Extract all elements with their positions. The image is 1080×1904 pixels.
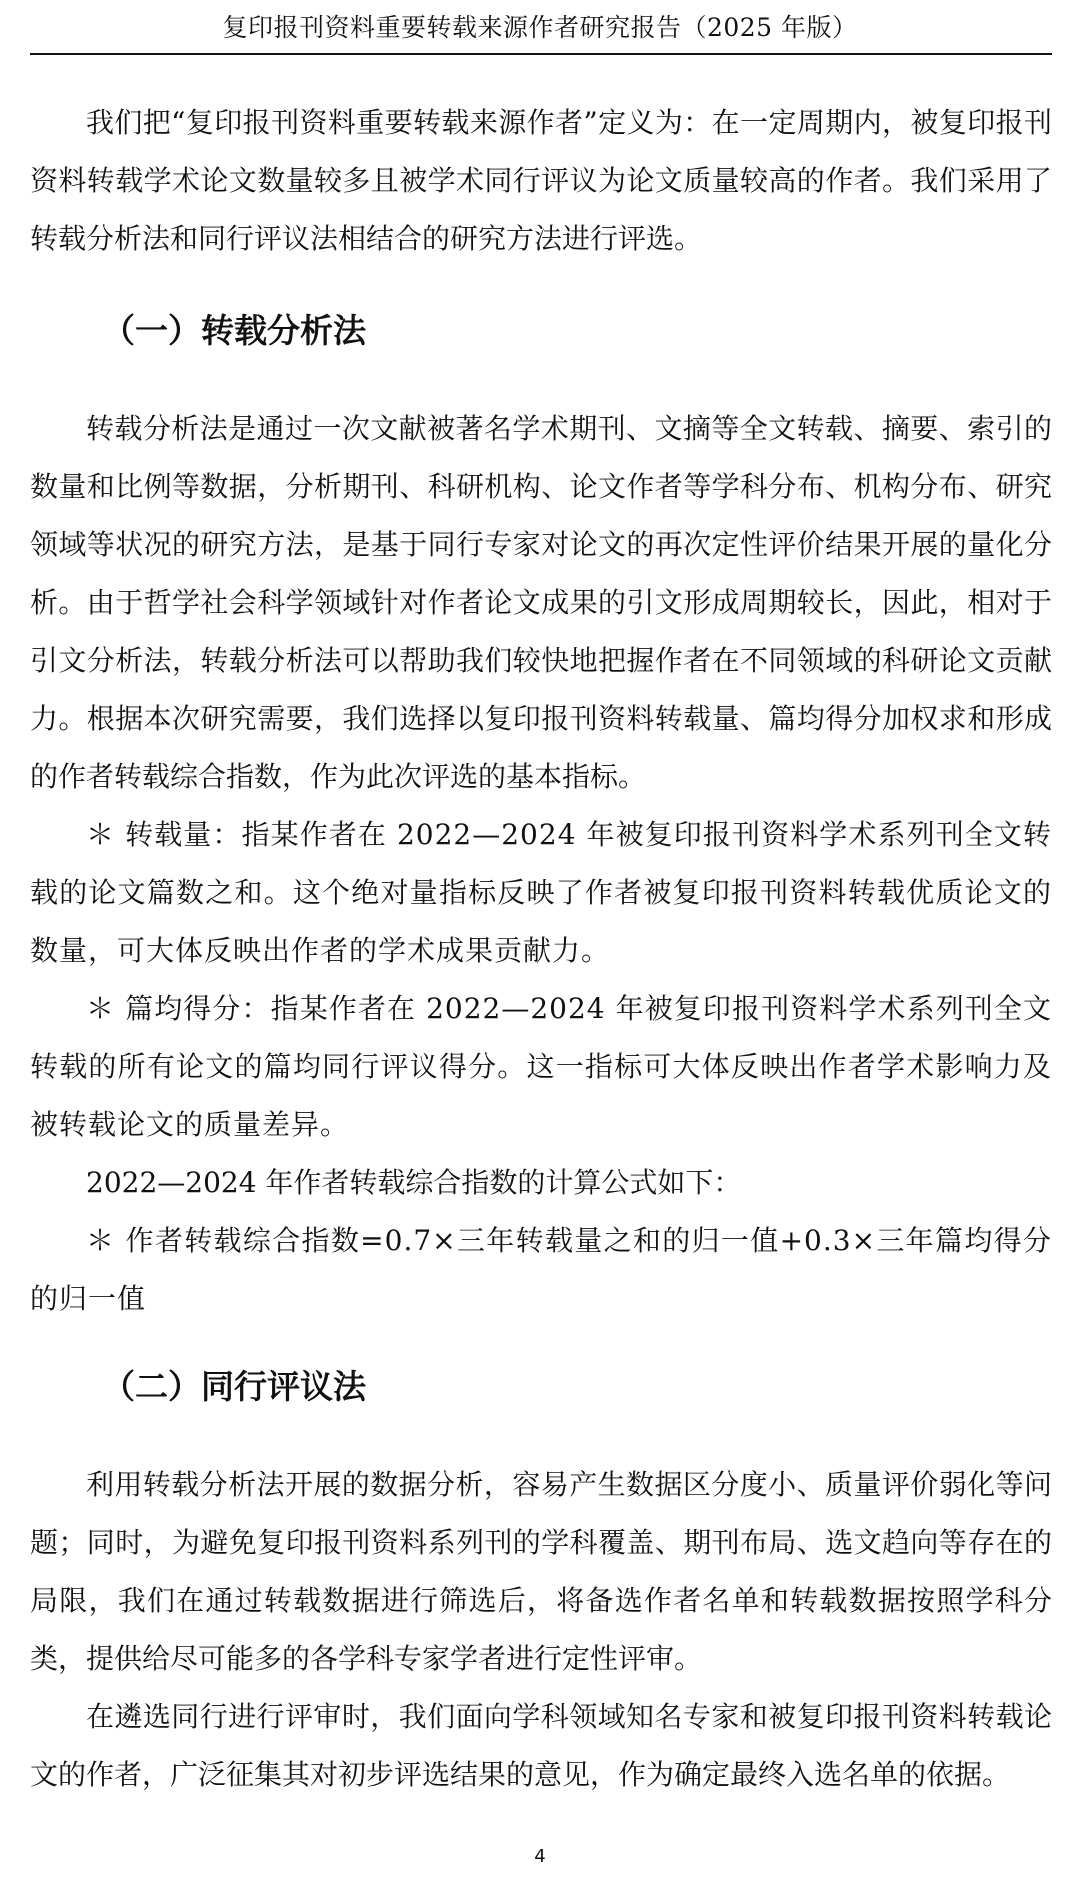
header-rule [30, 53, 1052, 55]
peer-review-paragraph-1: 利用转载分析法开展的数据分析，容易产生数据区分度小、质量评价弱化等问题；同时，为避免复印报刊资料系列刊的学科覆盖、期刊布局、选文趋向等存在的局限，我们在通过转载数据进行筛选后，将备选作者名单和转载数据按照学科分类，提供给尽可能多的各学科专家学者进行定性评审。 [30, 1468, 1052, 1675]
bullet-average-score: ＊ 篇均得分：指某作者在 2022—2024 年被复印报刊资料学术系列刊全文转载的所有论文的篇均同行评议得分。这一指标可大体反映出作者学术影响力及被转载论文的质量差异。 [30, 992, 1052, 1141]
page-number: 4 [534, 1846, 546, 1867]
peer-review-paragraph-2: 在遴选同行进行评审时，我们面向学科领域知名专家和被复印报刊资料转载论文的作者，广泛征集其对初步评选结果的意见，作为确定最终入选名单的依据。 [30, 1700, 1052, 1791]
bullet-reprint-count: ＊ 转载量：指某作者在 2022—2024 年被复印报刊资料学术系列刊全文转载的论文篇数之和。这个绝对量指标反映了作者被复印报刊资料转载优质论文的数量，可大体反映出作者的学术成果贡献力。 [30, 818, 1052, 967]
formula-text: ＊ 作者转载综合指数=0.7×三年转载量之和的归一值+0.3×三年篇均得分的归一值 [30, 1224, 1052, 1315]
section-heading-peer-review: （二）同行评议法 [102, 1367, 366, 1406]
section-heading-reprint-analysis: （一）转载分析法 [102, 311, 366, 350]
running-header: 复印报刊资料重要转载来源作者研究报告（2025 年版） [222, 13, 858, 42]
formula-intro: 2022—2024 年作者转载综合指数的计算公式如下： [86, 1166, 742, 1199]
intro-paragraph: 我们把“复印报刊资料重要转载来源作者”定义为：在一定周期内，被复印报刊资料转载学术论文数量较多且被学术同行评议为论文质量较高的作者。我们采用了转载分析法和同行评议法相结合的研究方法进行评选。 [30, 106, 1052, 255]
reprint-analysis-paragraph: 转载分析法是通过一次文献被著名学术期刊、文摘等全文转载、摘要、索引的数量和比例等数据，分析期刊、科研机构、论文作者等学科分布、机构分布、研究领域等状况的研究方法，是基于同行专家对论文的再次定性评价结果开展的量化分析。由于哲学社会科学领域针对作者论文成果的引文形成周期较长，因此，相对于引文分析法，转载分析法可以帮助我们较快地把握作者在不同领域的科研论文贡献力。根据本次研究需要，我们选择以复印报刊资料转载量、篇均得分加权求和形成的作者转载综合指数，作为此次评选的基本指标。 [30, 412, 1052, 793]
page-body [30, 94, 1052, 1804]
